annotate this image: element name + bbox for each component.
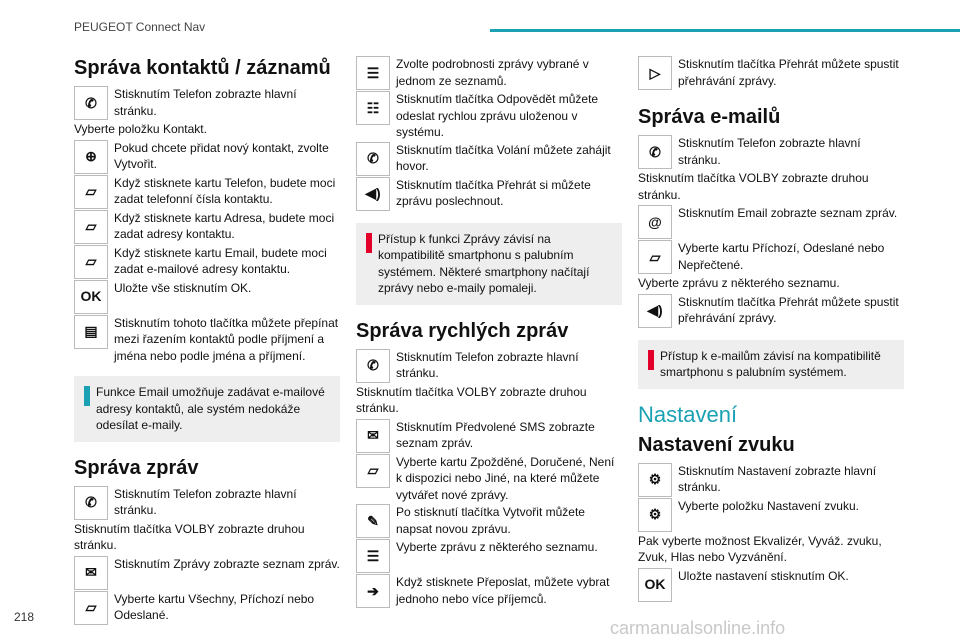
list-item: ▱ Vyberte kartu Příchozí, Odeslané nebo Nepřečtené.: [638, 240, 904, 274]
list-item: ✉ Stisknutím Zprávy zobrazte seznam zpráv.: [74, 556, 340, 590]
pencil-icon: ✎: [356, 504, 390, 538]
gear-icon: ⚙: [638, 463, 672, 497]
speaker-icon: ◀): [638, 294, 672, 328]
column-2: [356, 56, 622, 609]
paragraph: Vyberte položku Kontakt.: [74, 122, 207, 136]
list-item: ☰ Zvolte podrobnosti zprávy vybrané v jednom ze seznamů.: [356, 56, 622, 90]
sound-settings-icon: ⚙: [638, 498, 672, 532]
phone-icon: ✆: [74, 486, 108, 520]
paragraph: Stisknutím tlačítka VOLBY zobrazte druhou stránku.: [74, 521, 305, 552]
list-item: @ Stisknutím Email zobrazte seznam zpráv.: [638, 205, 904, 239]
paragraph: Pak vyberte možnost Ekvalizér, Vyváž. zvuku, Zvuk, Hlas nebo Vyzvánění.: [638, 533, 882, 564]
list-item: ✆ Stisknutím Telefon zobrazte hlavní stránku.: [74, 86, 340, 120]
info-icon: [84, 386, 90, 406]
warning-icon: [366, 233, 372, 253]
list-item: ✎ Po stisknutí tlačítka Vytvořit můžete napsat novou zprávu.: [356, 504, 622, 538]
tab-icon: ▱: [638, 240, 672, 274]
ok-icon: OK: [74, 280, 108, 314]
header-title: PEUGEOT Connect Nav: [74, 20, 206, 34]
list-item: ▱ Když stisknete kartu Telefon, budete moci zadat telefonní čísla kontaktu.: [74, 175, 340, 209]
column-1: [74, 56, 340, 626]
forward-icon: ➔: [356, 574, 390, 608]
list-item: ⚙ Stisknutím Nastavení zobrazte hlavní stránku.: [638, 463, 904, 497]
tab-icon: ▱: [74, 210, 108, 244]
heading-quick-messages: Správa rychlých zpráv: [356, 319, 569, 342]
heading-messages: Správa zpráv: [74, 456, 199, 479]
list-item: OK Uložte vše stisknutím OK.: [74, 280, 340, 314]
paragraph: Stisknutím tlačítka VOLBY zobrazte druhou stránku.: [356, 384, 587, 415]
heading-contacts: Správa kontaktů / záznamů: [74, 57, 331, 79]
list-item: ◀) Stisknutím tlačítka Přehrát si můžete zprávu poslechnout.: [356, 177, 622, 211]
list-item: ▷ Stisknutím tlačítka Přehrát můžete spustit přehrávání zprávy.: [638, 56, 904, 90]
speaker-icon: ◀): [356, 177, 390, 211]
phone-icon: ✆: [356, 142, 390, 176]
tab-icon: ▱: [74, 591, 108, 625]
warning-icon: [648, 350, 654, 370]
details-icon: ☰: [356, 56, 390, 90]
tab-icon: ▱: [74, 175, 108, 209]
list-item: ▤ Stisknutím tohoto tlačítka můžete přepínat mezi řazením kontaktů podle příjmení a jména nebo podle jména a příjmení.: [74, 315, 340, 365]
phone-icon: ✆: [356, 349, 390, 383]
list-item: ✆ Stisknutím Telefon zobrazte hlavní stránku.: [74, 486, 340, 520]
list-item: ▱ Když stisknete kartu Email, budete moci zadat e-mailové adresy kontaktu.: [74, 245, 340, 279]
list-item: ⊕ Pokud chcete přidat nový kontakt, zvolte Vytvořit.: [74, 140, 340, 174]
list-item: ◀) Stisknutím tlačítka Přehrát můžete spustit přehrávání zprávy.: [638, 294, 904, 328]
list-item: ▱ Vyberte kartu Všechny, Příchozí nebo Odeslané.: [74, 591, 340, 625]
list-item: ▱ Vyberte kartu Zpožděné, Doručené, Není k dispozici nebo Jiné, na které můžete vytvářet nové zprávy.: [356, 454, 622, 504]
heading-emails: Správa e-mailů: [638, 106, 781, 128]
header-accent-bar: [490, 29, 960, 32]
page-number: 218: [14, 610, 35, 624]
paragraph: Stisknutím tlačítka VOLBY zobrazte druhou stránku.: [638, 171, 869, 202]
list-item: ☷ Stisknutím tlačítka Odpovědět můžete odeslat rychlou zprávu uloženou v systému.: [356, 91, 622, 141]
sms-icon: ✉: [74, 556, 108, 590]
warning-note: Přístup k funkci Zprávy závisí na kompatibilitě smartphonu s palubním systémem. Některé smartphony načítají zprávy nebo e-maily pomaleji.: [356, 223, 622, 305]
column-3: [638, 56, 904, 603]
list-item: ☰ Vyberte zprávu z některého seznamu.: [356, 539, 622, 573]
email-icon: @: [638, 205, 672, 239]
watermark: carmanualsonline.info: [610, 618, 786, 638]
phone-icon: ✆: [74, 86, 108, 120]
phone-icon: ✆: [638, 135, 672, 169]
heading-settings: Nastavení: [638, 401, 738, 427]
paragraph: Vyberte zprávu z některého seznamu.: [638, 276, 840, 290]
plus-icon: ⊕: [74, 140, 108, 174]
list-item: OK Uložte nastavení stisknutím OK.: [638, 568, 904, 602]
ok-icon: OK: [638, 568, 672, 602]
tab-icon: ▱: [356, 454, 390, 488]
tab-icon: ▱: [74, 245, 108, 279]
list-item: ⚙ Vyberte položku Nastavení zvuku.: [638, 498, 904, 532]
sms-preset-icon: ✉: [356, 419, 390, 453]
info-note: Funkce Email umožňuje zadávat e-mailové adresy kontaktů, ale systém nedokáže odesílat e-maily.: [74, 376, 340, 442]
list-item: ✉ Stisknutím Předvolené SMS zobrazte seznam zpráv.: [356, 419, 622, 453]
list-item: ✆ Stisknutím tlačítka Volání můžete zahájit hovor.: [356, 142, 622, 176]
play-icon: ▷: [638, 56, 672, 90]
list-item: ✆ Stisknutím Telefon zobrazte hlavní stránku.: [638, 135, 904, 169]
list-item: ✆ Stisknutím Telefon zobrazte hlavní stránku.: [356, 349, 622, 383]
heading-sound-settings: Nastavení zvuku: [638, 433, 795, 456]
list-item: ➔ Když stisknete Přeposlat, můžete vybrat jednoho nebo více příjemců.: [356, 574, 622, 608]
warning-note: Přístup k e-mailům závisí na kompatibilitě smartphonu s palubním systémem.: [638, 340, 904, 389]
list-item: ▱ Když stisknete kartu Adresa, budete moci zadat adresy kontaktu.: [74, 210, 340, 244]
contact-card-icon: ▤: [74, 315, 108, 349]
reply-icon: ☷: [356, 91, 390, 125]
details-icon: ☰: [356, 539, 390, 573]
